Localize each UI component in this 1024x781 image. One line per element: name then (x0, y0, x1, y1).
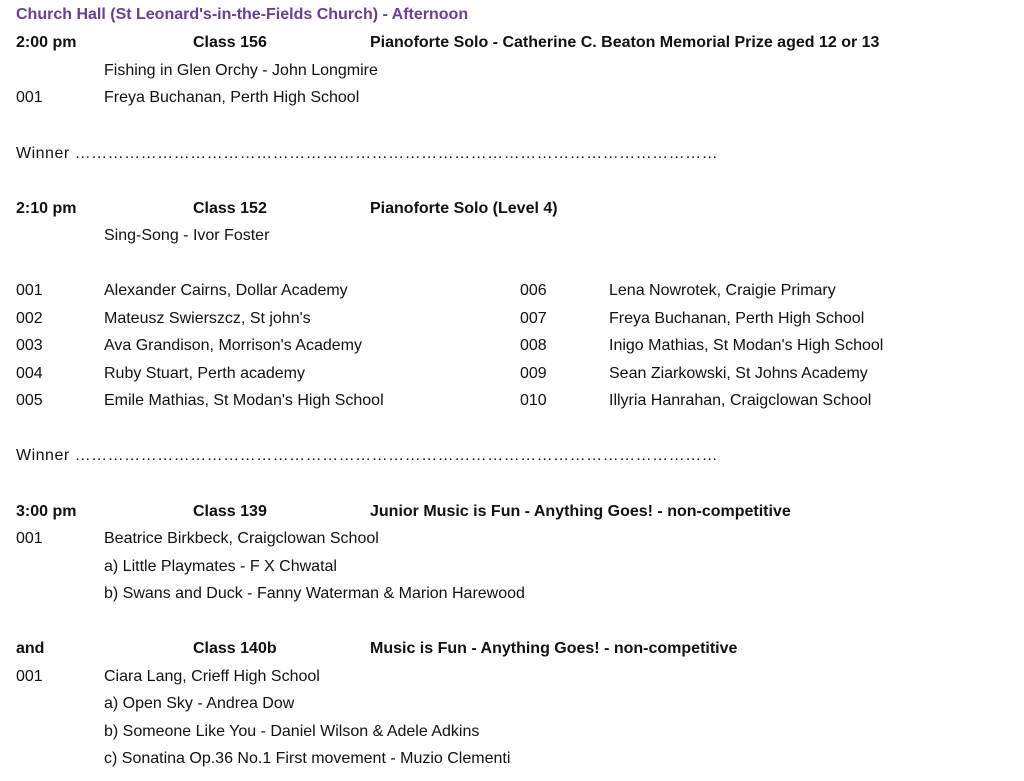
entrant-name: Illyria Hanrahan, Craigclowan School (609, 392, 872, 409)
own-choice-piece: b) Swans and Duck - Fanny Waterman & Marion Harewood (104, 585, 525, 602)
own-choice-piece: a) Open Sky - Andrea Dow (104, 695, 295, 712)
entrant-name: Sean Ziarkowski, St Johns Academy (609, 365, 868, 382)
class-title: Pianoforte Solo - Catherine C. Beaton Memorial Prize aged 12 or 13 (370, 34, 880, 51)
set-piece: Sing-Song - Ivor Foster (104, 227, 270, 244)
class-number: Class 156 (193, 34, 267, 51)
entrant-number: 006 (520, 282, 547, 299)
entrant-number: 001 (16, 668, 43, 685)
own-choice-piece: a) Little Playmates - F X Chwatal (104, 558, 337, 575)
entrant-number: 001 (16, 530, 43, 547)
winner-line: Winner ……………………………………………………………………………………………………… (16, 145, 719, 162)
entrant-name: Lena Nowrotek, Craigie Primary (609, 282, 836, 299)
entrant-number: 002 (16, 310, 43, 327)
session-time: 2:10 pm (16, 200, 77, 217)
entrant-number: 003 (16, 337, 43, 354)
entrant-name: Alexander Cairns, Dollar Academy (104, 282, 348, 299)
class-number: Class 139 (193, 503, 267, 520)
entrant-number: 005 (16, 392, 43, 409)
class-title: Music is Fun - Anything Goes! - non-competitive (370, 640, 738, 657)
entrant-number: 004 (16, 365, 43, 382)
own-choice-piece: b) Someone Like You - Daniel Wilson & Adele Adkins (104, 723, 480, 740)
entrant-name: Ciara Lang, Crieff High School (104, 668, 320, 685)
entrant-name: Ruby Stuart, Perth academy (104, 365, 305, 382)
entrant-number: 009 (520, 365, 547, 382)
entrant-number: 008 (520, 337, 547, 354)
winner-line: Winner ……………………………………………………………………………………………………… (16, 447, 719, 464)
session-time: 3:00 pm (16, 503, 77, 520)
class-number: Class 140b (193, 640, 277, 657)
entrant-name: Freya Buchanan, Perth High School (104, 89, 360, 106)
entrant-name: Beatrice Birkbeck, Craigclowan School (104, 530, 379, 547)
set-piece: Fishing in Glen Orchy - John Longmire (104, 62, 378, 79)
entrant-name: Emile Mathias, St Modan's High School (104, 392, 384, 409)
class-title: Pianoforte Solo (Level 4) (370, 200, 558, 217)
class-title: Junior Music is Fun - Anything Goes! - non-competitive (370, 503, 791, 520)
entrant-name: Inigo Mathias, St Modan's High School (609, 337, 884, 354)
own-choice-piece: c) Sonatina Op.36 No.1 First movement - Muzio Clementi (104, 750, 511, 767)
entrant-name: Mateusz Swierszcz, St john's (104, 310, 311, 327)
entrant-name: Ava Grandison, Morrison's Academy (104, 337, 362, 354)
session-time: and (16, 640, 45, 657)
entrant-number: 010 (520, 392, 547, 409)
entrant-number: 001 (16, 89, 43, 106)
entrant-name: Freya Buchanan, Perth High School (609, 310, 865, 327)
entrant-number: 007 (520, 310, 547, 327)
venue-heading: Church Hall (St Leonard's-in-the-Fields Church) - Afternoon (16, 6, 469, 23)
session-time: 2:00 pm (16, 34, 77, 51)
class-number: Class 152 (193, 200, 267, 217)
entrant-number: 001 (16, 282, 43, 299)
